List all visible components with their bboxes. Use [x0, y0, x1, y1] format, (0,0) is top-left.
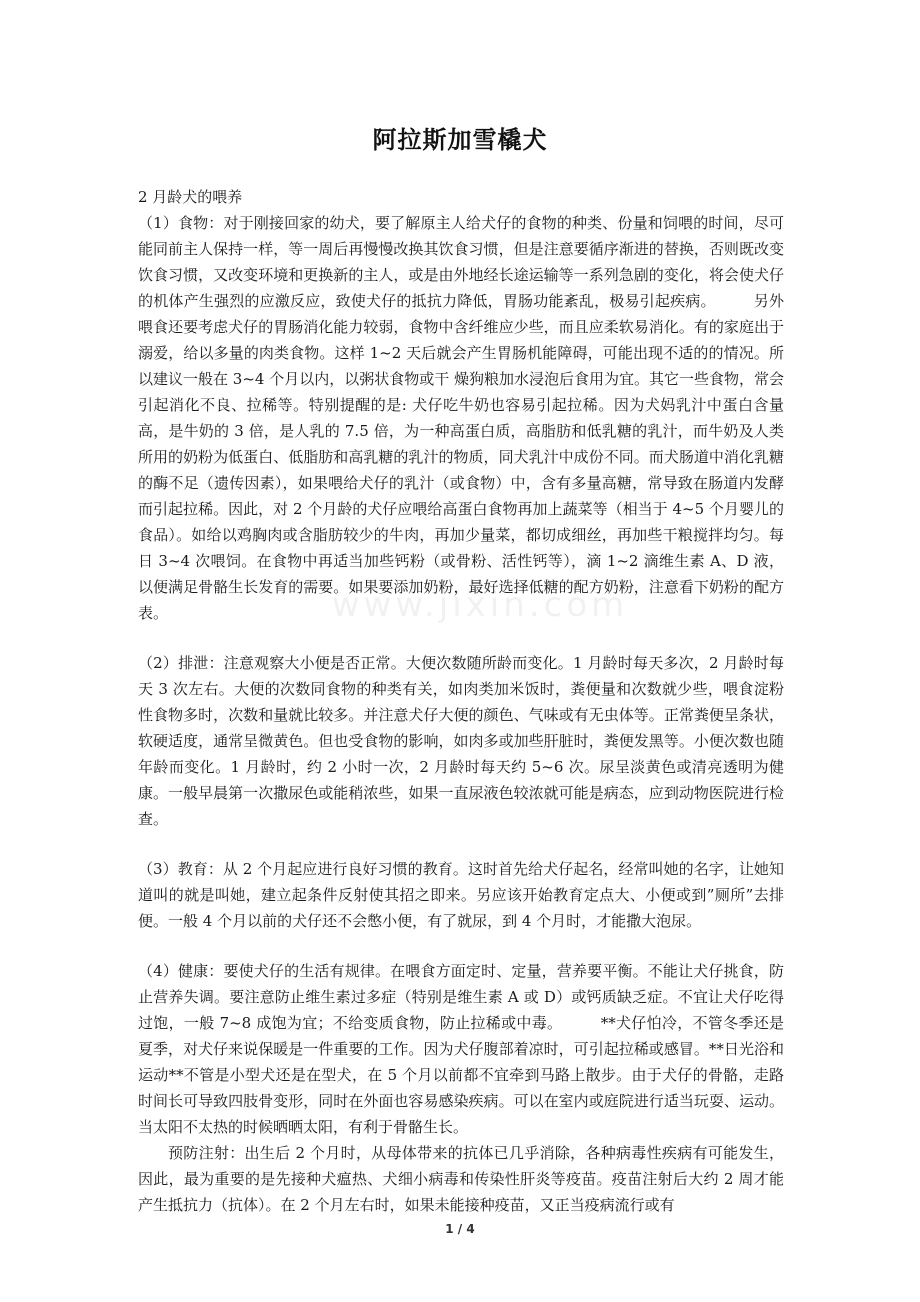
document-title: 阿拉斯加雪橇犬 [372, 126, 548, 154]
paragraph-gap [138, 626, 784, 650]
watermark: www.jixin.com [331, 585, 629, 625]
paragraph-vaccination: 预防注射：出生后 2 个月时，从母体带来的抗体已几乎消除，各种病毒性疾病有可能发生，因此，最为重要的是先接种犬瘟热、犬细小病毒和传染性肝炎等疫苗。疫苗注射后大约 2 周才能产生抵抗力（抗体）。在 2 个月左右时，如果未能接种疫苗，又正当疫病流行或有 [138, 1144, 784, 1214]
paragraph-health: （4）健康：要使犬仔的生活有规律。在喂食方面定时、定量，营养要平衡。不能让犬仔挑食，防止营养失调。要注意防止维生素过多症（特别是维生素 A 或 D）或钙质缺乏症。不宜让犬仔吃得过饱，一般 7~8 成饱为宜；不给变质食物，防止拉稀或中毒。 **犬仔怕冷，不管冬季还是夏季，对犬仔来说保暖是一件重要的工作。因为犬仔腹部着凉时，可引起拉稀或感冒。**日光浴和运动**不管是小型犬还是在型犬，在 5 个月以前都不宜牵到马路上散步。由于犬仔的骨骼，走路时间长可导致四肢骨变形，同时在外面也容易感染疾病。可以在室内或庭院进行适当玩耍、运动。当太阳不太热的时候晒晒太阳，有利于骨骼生长。 [138, 962, 784, 1136]
paragraph-education: （3）教育：从 2 个月起应进行良好习惯的教育。这时首先给犬仔起名，经常叫她的名字，让她知道叫的就是叫她，建立起条件反射使其招之即来。另应该开始教育定点大、小便或到”厕所”去排便。一般 4 个月以前的犬仔还不会憋小便，有了就尿，到 4 个月时，才能撒大泡尿。 [138, 860, 784, 930]
paragraph-gap [138, 832, 784, 856]
section-subheading: 2 月龄犬的喂养 [138, 188, 243, 206]
paragraph-food: （1）食物：对于刚接回家的幼犬，要了解原主人给犬仔的食物的种类、份量和饲喂的时间，尽可能同前主人保持一样，等一周后再慢慢改换其饮食习惯，但是注意要循序渐进的替换，否则既改变饮食习惯，又改变环境和更换新的主人，或是由外地经长途运输等一系列急剧的变化，将会使犬仔的机体产生强烈的应激反应，致使犬仔的抵抗力降低，胃肠功能紊乱，极易引起疾病。 另外喂食还要考虑犬仔的胃肠消化能力较弱，食物中含纤维应少些，而且应柔软易消化。有的家庭出于溺爱，给以多量的肉类食物。这样 1~2 天后就会产生胃肠机能障碍，可能出现不适的的情况。所以建议一般在 3~4 个月以内，以粥状食物或干 燥狗粮加水浸泡后食用为宜。其它一些食物，常会引起消化不良、拉稀等。特别提醒的是: 犬仔吃牛奶也容易引起拉稀。因为犬妈乳汁中蛋白含量高，是牛奶的 3 倍，是人乳的 7.5 倍，为一种高蛋白质，高脂肪和低乳糖的乳汁，而牛奶及人类所用的奶粉为低蛋白、低脂肪和高乳糖的乳汁的物质，同犬乳汁中成份不同。而犬肠道中消化乳糖的酶不足（遗传因素），如果喂给犬仔的乳汁（或食物）中，含有多量高糖，常导致在肠道内发酵而引起拉稀。因此，对 2 个月龄的犬仔应喂给高蛋白食物再加上蔬菜等（相当于 4~5 个月婴儿的食品）。如给以鸡胸肉或含脂肪较少的牛肉，再加少量菜，都切成细丝，再加些干粮搅拌均匀。每日 3~4 次喂饲。在食物中再适当加些钙粉（或骨粉、活性钙等），滴 1~2 滴维生素 A、D 液，以便满足骨骼生长发育的需要。如果要添加奶粉，最好选择低糖的配方奶粉，注意看下奶粉的配方表。 [138, 214, 784, 622]
page-number: 1 / 4 [445, 1222, 475, 1236]
paragraph-gap [138, 934, 784, 958]
paragraph-excretion: （2）排泄：注意观察大小便是否正常。大便次数随所龄而变化。1 月龄时每天多次，2 月龄时每天 3 次左右。大便的次数同食物的种类有关，如肉类加米饭时，粪便量和次数就少些，喂食淀粉性食物多时，次数和量就比较多。并注意犬仔大便的颜色、气味或有无虫体等。正常粪便呈条状，软硬适度，通常呈微黄色。但也受食物的影响，如肉多或加些肝脏时，粪便发黑等。小便次数也随年龄而变化。1 月龄时，约 2 小时一次，2 月龄时每天约 5~6 次。尿呈淡黄色或清亮透明为健康。一般早晨第一次撒尿色或能稍浓些，如果一直尿液色较浓就可能是病态，应到动物医院进行检查。 [138, 654, 784, 828]
document-body [138, 184, 784, 1218]
